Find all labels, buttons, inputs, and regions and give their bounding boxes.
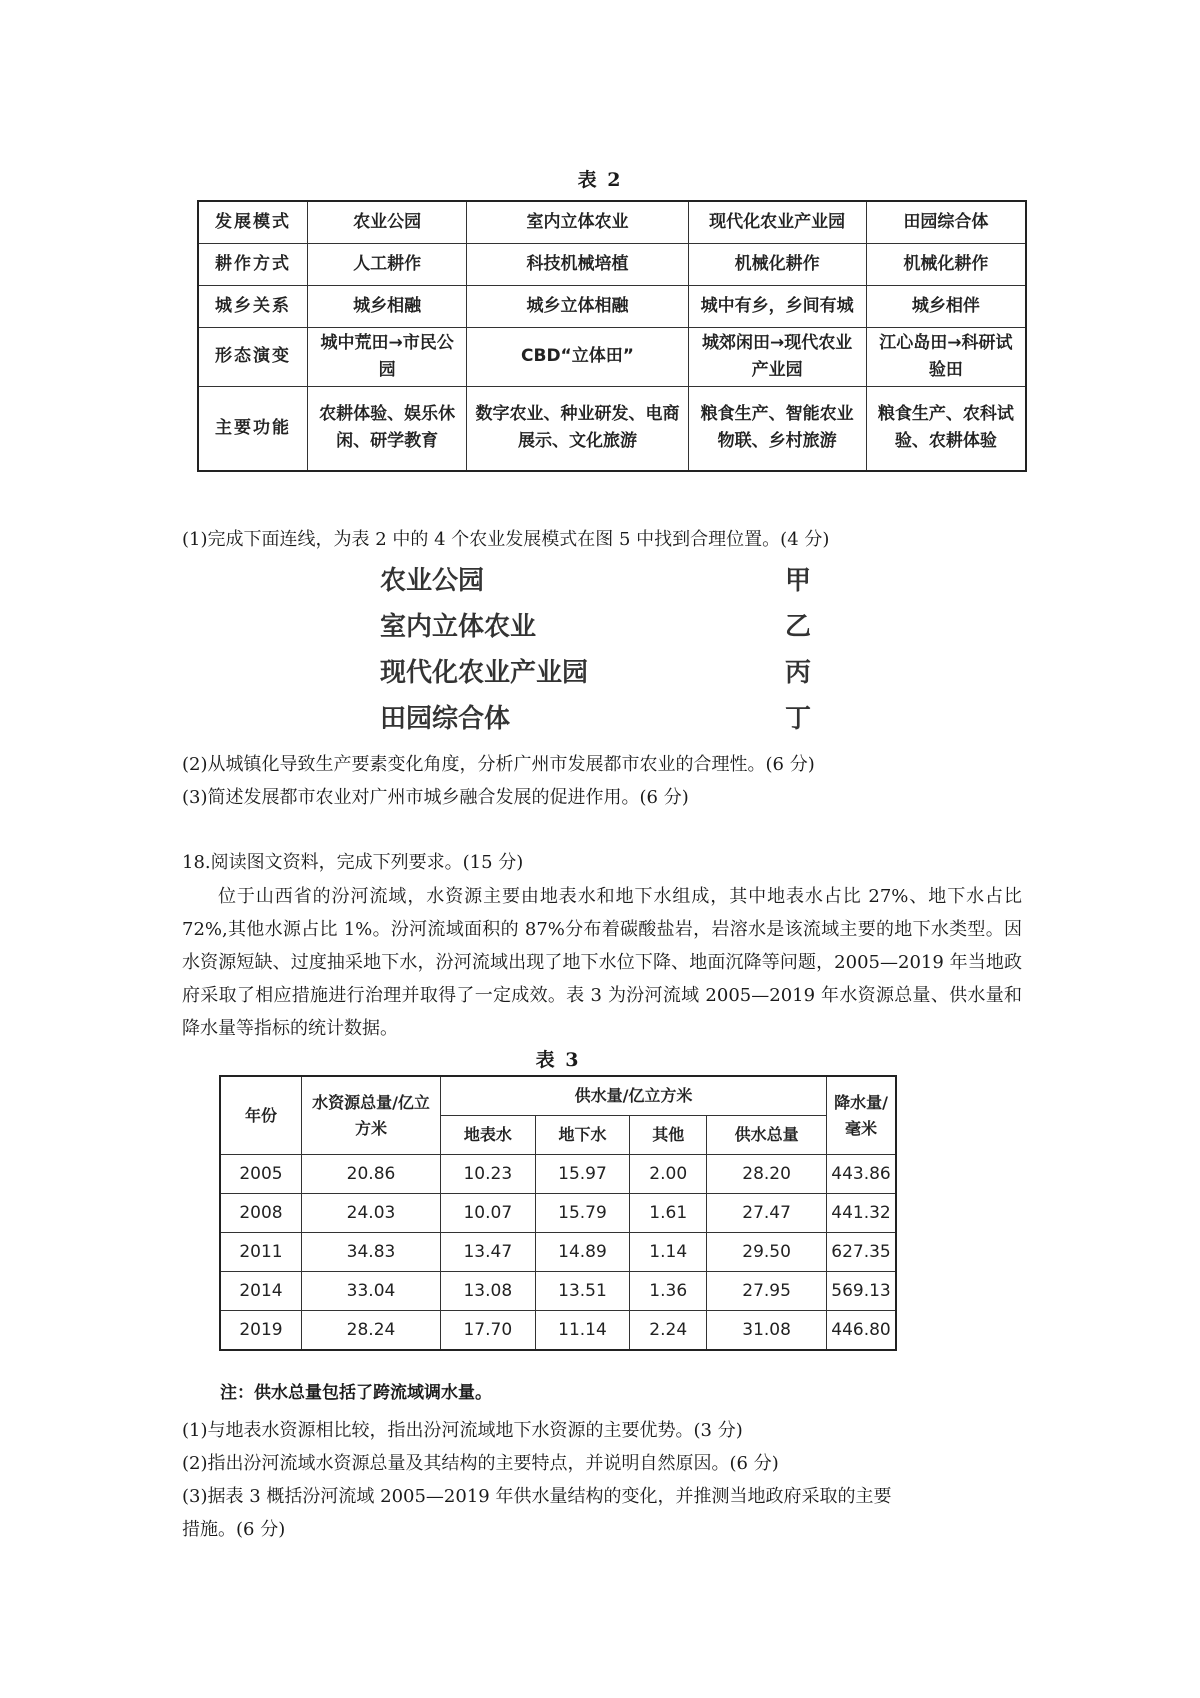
table3-cell: 10.23 [441, 1155, 536, 1194]
table2-cell: 江心岛田→科研试验田 [866, 327, 1026, 386]
table3-cell: 2.24 [630, 1311, 707, 1351]
table2-cell: 城乡相伴 [866, 285, 1026, 327]
table2-row [198, 243, 1026, 285]
table3-cell: 13.47 [441, 1233, 536, 1272]
table2-cell: 城乡相融 [308, 285, 467, 327]
table3-subheader: 地下水 [535, 1116, 630, 1155]
q18-heading: 18.阅读图文资料，完成下列要求。(15 分) [182, 852, 524, 873]
q18-part2: (2)指出汾河流域水资源总量及其结构的主要特点，并说明自然原因。(6 分) [182, 1453, 779, 1474]
table3-cell: 2019 [220, 1311, 302, 1351]
table3-cell: 2011 [220, 1233, 302, 1272]
table2-cell: 粮食生产、智能农业物联、乡村旅游 [688, 386, 866, 471]
q18-paragraph: 位于山西省的汾河流域，水资源主要由地表水和地下水组成，其中地表水占比 27%、地下水占比 72%,其他水源占比 1%。汾河流域面积的 87%分布着碳酸盐岩，岩溶水是该流域主要的地下水类型。因水资源短缺、过度抽采地下水，汾河流域出现了地下水位下降、地面沉降等问题，2005—2019 年当地政府采取了相应措施进行治理并取得了一定成效。表 3 为汾河流域 2005—2019 年水资源总量、供水量和降水量等指标的统计数据。 [182, 886, 1022, 1039]
matching-left-column [380, 558, 820, 742]
table3-cell: 28.20 [707, 1155, 827, 1194]
table3-header-rain: 降水量/毫米 [827, 1076, 897, 1155]
q17-part1: (1)完成下面连线，为表 2 中的 4 个农业发展模式在图 5 中找到合理位置。(4 分) [182, 529, 830, 550]
table3-cell: 569.13 [827, 1272, 897, 1311]
table3-header-year: 年份 [220, 1076, 302, 1155]
table2-cell: 人工耕作 [308, 243, 467, 285]
matching-mode-item: 现代化农业产业园 [380, 658, 589, 688]
table3-cell: 13.08 [441, 1272, 536, 1311]
table3-cell: 27.47 [707, 1194, 827, 1233]
matching-mode-item: 室内立体农业 [380, 612, 537, 642]
table2-row [198, 386, 1026, 471]
matching-location-item: 丙 [785, 658, 812, 688]
table3-cell: 441.32 [827, 1194, 897, 1233]
table2-cell: 城乡立体相融 [467, 285, 688, 327]
table3-cell: 31.08 [707, 1311, 827, 1351]
table2-cell: 室内立体农业 [467, 201, 688, 243]
table2-cell: 机械化耕作 [688, 243, 866, 285]
table2-row [198, 201, 1026, 243]
table2 [197, 200, 1027, 472]
table3-cell: 446.80 [827, 1311, 897, 1351]
table2-row-header: 耕作方式 [198, 243, 308, 285]
matching-location-item: 丁 [785, 704, 812, 734]
matching-right-column [785, 558, 825, 742]
table2-cell: 城中荒田→市民公园 [308, 327, 467, 386]
table2-row [198, 327, 1026, 386]
table2-cell: 城郊闲田→现代农业产业园 [688, 327, 866, 386]
table2-cell: 粮食生产、农科试验、农耕体验 [866, 386, 1026, 471]
table3-subheader: 供水总量 [707, 1116, 827, 1155]
table3-note: 注：供水总量包括了跨流域调水量。 [220, 1383, 492, 1403]
table3-row [220, 1233, 896, 1272]
table2-cell: 数字农业、种业研发、电商展示、文化旅游 [467, 386, 688, 471]
table2-cell: 城中有乡，乡间有城 [688, 285, 866, 327]
table2-cell: 科技机械培植 [467, 243, 688, 285]
table2-row [198, 285, 1026, 327]
table3-cell: 20.86 [302, 1155, 441, 1194]
table3-cell: 2008 [220, 1194, 302, 1233]
matching-location-item: 乙 [785, 612, 812, 642]
table2-row-header: 发展模式 [198, 201, 308, 243]
table3 [219, 1075, 897, 1351]
table2-cell: 现代化农业产业园 [688, 201, 866, 243]
q18-part3-cont: 措施。(6 分) [182, 1519, 286, 1540]
table3-cell: 27.95 [707, 1272, 827, 1311]
table3-row [220, 1194, 896, 1233]
table3-cell: 2014 [220, 1272, 302, 1311]
q17-part3: (3)简述发展都市农业对广州市城乡融合发展的促进作用。(6 分) [182, 787, 689, 808]
table3-cell: 17.70 [441, 1311, 536, 1351]
table2-cell: 田园综合体 [866, 201, 1026, 243]
q17-part2: (2)从城镇化导致生产要素变化角度，分析广州市发展都市农业的合理性。(6 分) [182, 754, 815, 775]
table3-title: 表 3 [535, 1049, 581, 1071]
table3-cell: 28.24 [302, 1311, 441, 1351]
table2-row-header: 形态演变 [198, 327, 308, 386]
matching-location-item: 甲 [785, 566, 812, 596]
table3-cell: 1.36 [630, 1272, 707, 1311]
matching-block [380, 558, 820, 742]
table3-row [220, 1311, 896, 1351]
table3-cell: 2005 [220, 1155, 302, 1194]
table2-title: 表 2 [577, 169, 623, 191]
table3-header-total: 水资源总量/亿立方米 [302, 1076, 441, 1155]
table3-row [220, 1155, 896, 1194]
table3-cell: 24.03 [302, 1194, 441, 1233]
table3-cell: 15.97 [535, 1155, 630, 1194]
table3-cell: 2.00 [630, 1155, 707, 1194]
table3-cell: 443.86 [827, 1155, 897, 1194]
table3-cell: 11.14 [535, 1311, 630, 1351]
q18-part3: (3)据表 3 概括汾河流域 2005—2019 年供水量结构的变化，并推测当地政府采取的主要 [182, 1486, 892, 1507]
table3-subheader: 地表水 [441, 1116, 536, 1155]
table3-row [220, 1272, 896, 1311]
table2-cell: 农耕体验、娱乐休闲、研学教育 [308, 386, 467, 471]
table3-cell: 14.89 [535, 1233, 630, 1272]
matching-mode-item: 田园综合体 [380, 704, 511, 734]
table3-cell: 34.83 [302, 1233, 441, 1272]
table3-cell: 10.07 [441, 1194, 536, 1233]
table3-cell: 13.51 [535, 1272, 630, 1311]
table3-cell: 627.35 [827, 1233, 897, 1272]
table2-row-header: 主要功能 [198, 386, 308, 471]
table2-cell: CBD“立体田” [467, 327, 688, 386]
table3-subheader: 其他 [630, 1116, 707, 1155]
table3-cell: 15.79 [535, 1194, 630, 1233]
matching-mode-item: 农业公园 [380, 566, 485, 596]
table3-header-supply: 供水量/亿立方米 [441, 1076, 827, 1116]
q18-part1: (1)与地表水资源相比较，指出汾河流域地下水资源的主要优势。(3 分) [182, 1420, 743, 1441]
table3-cell: 1.61 [630, 1194, 707, 1233]
table3-cell: 33.04 [302, 1272, 441, 1311]
table3-cell: 1.14 [630, 1233, 707, 1272]
table2-cell: 机械化耕作 [866, 243, 1026, 285]
table2-row-header: 城乡关系 [198, 285, 308, 327]
table3-cell: 29.50 [707, 1233, 827, 1272]
table2-cell: 农业公园 [308, 201, 467, 243]
